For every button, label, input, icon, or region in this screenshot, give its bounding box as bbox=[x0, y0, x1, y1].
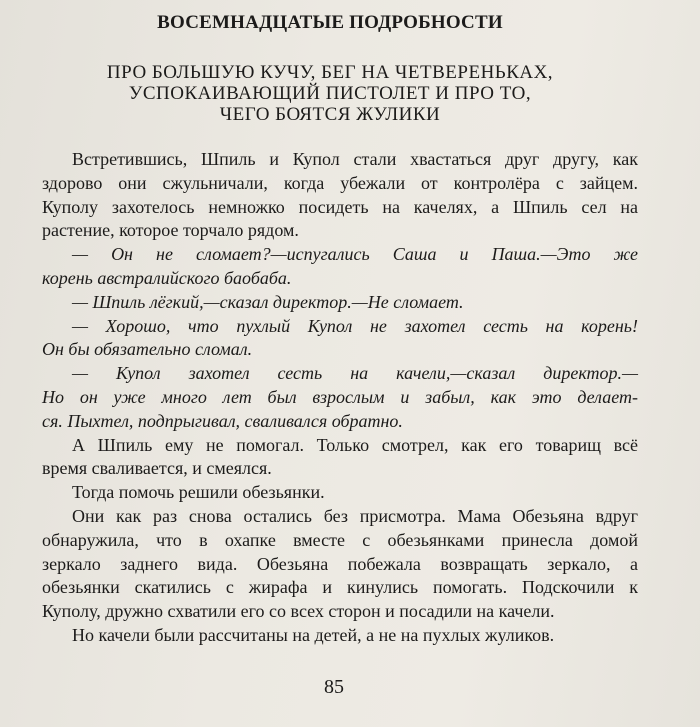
subtitle-line: ПРО БОЛЬШУЮ КУЧУ, БЕГ НА ЧЕТВЕРЕНЬКАХ, bbox=[106, 62, 554, 83]
paragraph bbox=[42, 505, 638, 624]
text-line: обезьянки скатились с жирафа и кинулись помогать. Подскочили к bbox=[42, 577, 638, 598]
chapter-title: ВОСЕМНАДЦАТЫЕ ПОДРОБНОСТИ bbox=[157, 12, 503, 33]
text-line: Но качели были рассчитаны на детей, а не на пухлых жуликов. bbox=[72, 624, 555, 645]
text-line: Тогда помочь решили обезьянки. bbox=[72, 482, 325, 503]
page-number: 85 bbox=[324, 676, 344, 698]
text-line: зеркало заднего вида. Обезьяна побежала возвращать зеркало, а bbox=[42, 553, 638, 574]
paragraph bbox=[42, 243, 638, 291]
subtitle-line: ЧЕГО БОЯТСЯ ЖУЛИКИ bbox=[219, 104, 441, 125]
text-line: Куполу, дружно схватили его со всех сторон и посадили на качели. bbox=[42, 601, 555, 622]
paragraph bbox=[42, 624, 638, 648]
text-line: Они как раз снова остались без присмотра. Мама Обезьяна вдруг bbox=[72, 505, 638, 526]
text-line: здорово они сжульничали, когда убежали от контролёра с зайцем. bbox=[42, 172, 638, 193]
text-line: — Хорошо, что пухлый Купол не захотел сесть на корень! bbox=[72, 315, 638, 336]
text-line: Но он уже много лет был взрослым и забыл, как это делает- bbox=[42, 386, 638, 407]
text-line: корень австралийского баобаба. bbox=[42, 267, 292, 288]
text-line: растение, которое торчало рядом. bbox=[42, 220, 299, 241]
paragraph bbox=[42, 434, 638, 482]
text-line: Куполу захотелось немножко посидеть на качелях, а Шпиль сел на bbox=[42, 196, 638, 217]
paragraph bbox=[42, 315, 638, 363]
text-line: А Шпиль ему не помогал. Только смотрел, как его товарищ всё bbox=[72, 434, 638, 455]
body-text bbox=[42, 148, 638, 648]
chapter-subtitle bbox=[0, 62, 660, 125]
text-line: ся. Пыхтел, подпрыгивал, сваливался обратно. bbox=[42, 410, 403, 431]
paragraph bbox=[42, 148, 638, 243]
paragraph bbox=[42, 481, 638, 505]
text-line: обнаружила, что в охапке вместе с обезьянками принесла домой bbox=[42, 529, 638, 550]
paragraph bbox=[42, 362, 638, 433]
text-line: — Купол захотел сесть на качели,—сказал директор.— bbox=[72, 363, 638, 384]
text-line: — Шпиль лёгкий,—сказал директор.—Не сломает. bbox=[72, 291, 464, 312]
text-line: время сваливается, и смеялся. bbox=[42, 458, 272, 479]
subtitle-line: УСПОКАИВАЮЩИЙ ПИСТОЛЕТ И ПРО ТО, bbox=[128, 83, 532, 104]
text-line: Встретившись, Шпиль и Купол стали хвастаться друг другу, как bbox=[72, 149, 638, 169]
text-line: — Он не сломает?—испугались Саша и Паша.—Это же bbox=[72, 244, 638, 265]
text-line: Он бы обязательно сломал. bbox=[42, 339, 253, 360]
paragraph bbox=[42, 291, 638, 315]
